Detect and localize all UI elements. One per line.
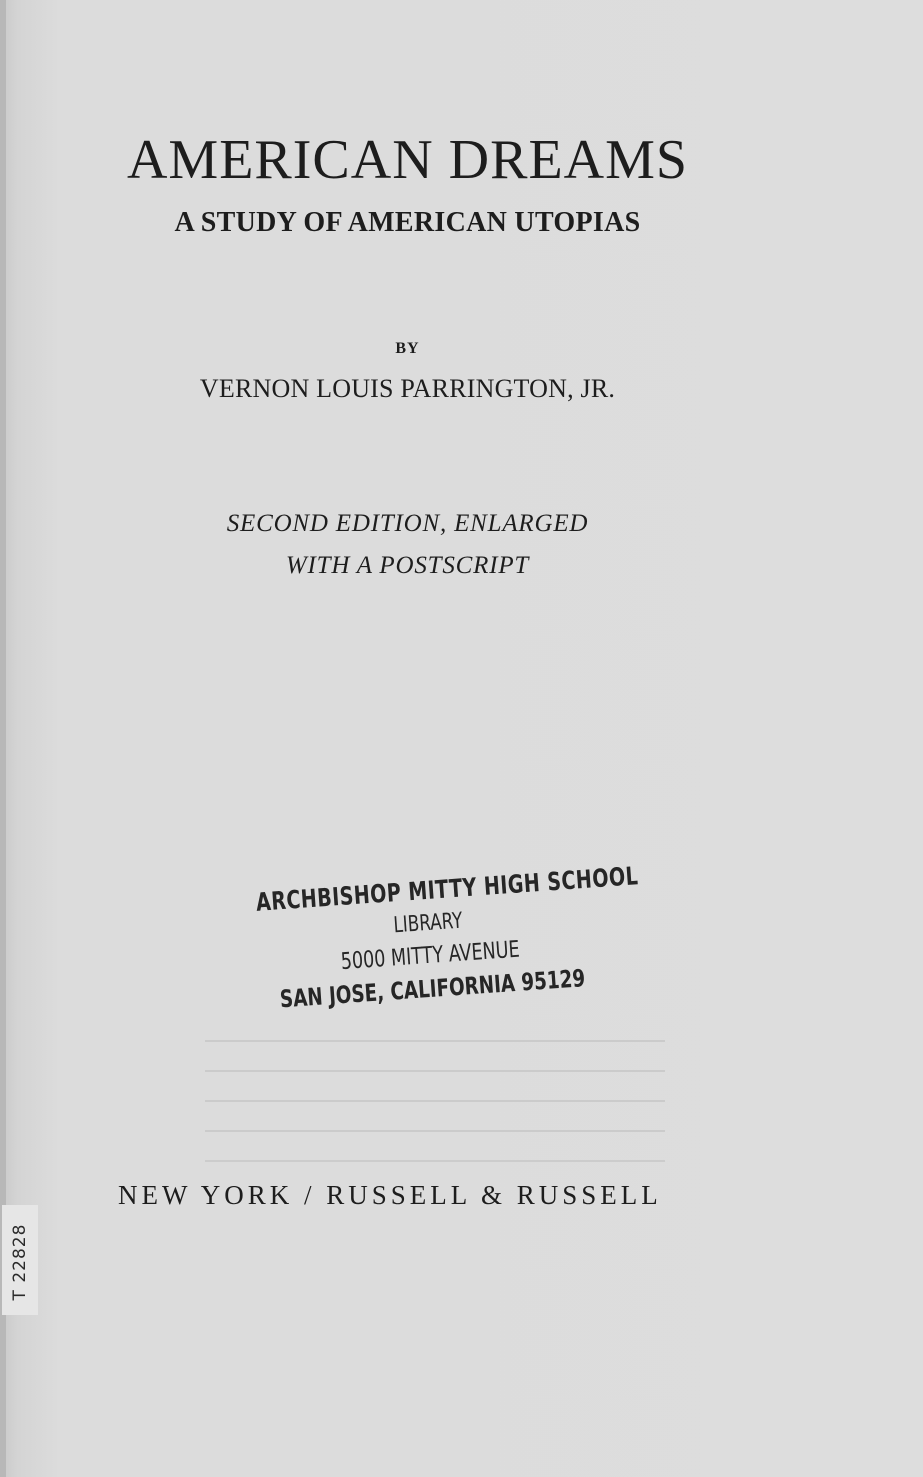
edition-line-2: WITH A POSTSCRIPT	[285, 552, 530, 579]
edition-line-1: SECOND EDITION, ENLARGED	[226, 510, 589, 537]
book-subtitle: A STUDY OF AMERICAN UTOPIAS	[174, 207, 641, 238]
stamp-street-address: 5000 MITTY AVENUE	[339, 936, 521, 976]
publisher-imprint: NEW YORK / RUSSELL & RUSSELL	[118, 1180, 662, 1210]
author-name: VERNON LOUIS PARRINGTON, JR.	[199, 374, 616, 403]
stamp-school-name: ARCHBISHOP MITTY HIGH SCHOOL	[255, 861, 640, 917]
stamp-library: LIBRARY	[392, 908, 464, 939]
byline-label: BY	[395, 340, 420, 357]
book-title: AMERICAN DREAMS	[126, 129, 689, 191]
edition-statement	[0, 503, 815, 587]
stamp-city-state-zip: SAN JOSE, CALIFORNIA 95129	[279, 964, 587, 1014]
accession-number: T 22828	[10, 1223, 30, 1301]
bleed-through-text	[205, 1040, 665, 1180]
library-stamp	[225, 860, 640, 1020]
